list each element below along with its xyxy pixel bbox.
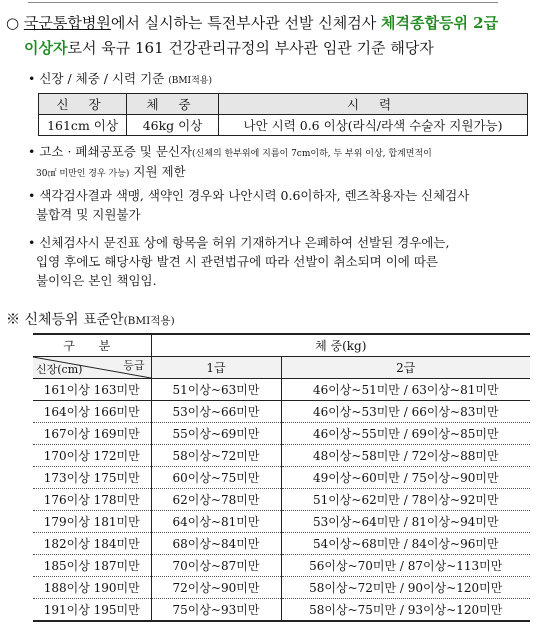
false-report-line-3: 불이익은 본인 책임임. bbox=[36, 273, 157, 288]
section-title-text: ※ 신체등위 표준안 bbox=[6, 312, 124, 328]
grade-2-cell: 54이상~68미만 / 84이상~96미만 bbox=[281, 533, 530, 555]
grade-2-cell: 56이상~70미만 / 87이상~113미만 bbox=[281, 555, 530, 577]
intro-text-2: 로서 육규 161 건강관리규정의 부사관 임관 기준 해당자 bbox=[67, 39, 434, 57]
phobia-text: • 고소 · 폐쇄공포증 및 문신자 bbox=[28, 144, 193, 159]
diagonal-header-cell bbox=[33, 357, 151, 379]
grade-2-cell: 49이상~60미만 / 75이상~90미만 bbox=[281, 467, 530, 489]
tattoo-note-2: 30㎠ 미만인 경우 가능) bbox=[36, 169, 130, 179]
grade-rows bbox=[33, 379, 530, 622]
table-row bbox=[33, 577, 530, 599]
body-grade-table bbox=[33, 333, 530, 622]
grade-2-cell: 58이상~72미만 / 90이상~120미만 bbox=[281, 577, 530, 599]
header-weight-kg: 체 중(kg) bbox=[151, 334, 530, 357]
tattoo-note-1: (신체의 한부위에 지름이 7cm이하, 두 부위 이상, 합계면적이 bbox=[192, 149, 432, 159]
value-height: 161cm 이상 bbox=[39, 115, 127, 136]
grade-1-cell: 55이상~69미만 bbox=[151, 423, 281, 445]
label-height-cm: 신장(cm) bbox=[36, 363, 83, 376]
color-vision-line-1: • 색각검사결과 색맹, 색약인 경우와 나안시력 0.6이하자, 렌즈착용자는 신체검사 bbox=[28, 188, 470, 203]
height-range-cell: 182이상 184미만 bbox=[33, 533, 151, 555]
height-range-cell: 191이상 195미만 bbox=[33, 599, 151, 622]
header-height: 신 장 bbox=[39, 94, 127, 115]
grade-1-cell: 64이상~81미만 bbox=[151, 511, 281, 533]
grade-1-cell: 58이상~72미만 bbox=[151, 445, 281, 467]
label-grade: 등급 bbox=[123, 359, 145, 372]
table-row bbox=[33, 511, 530, 533]
grade-2-cell: 46이상~51미만 / 63이상~81미만 bbox=[281, 379, 530, 401]
grade-1-cell: 51이상~63미만 bbox=[151, 379, 281, 401]
table-row bbox=[33, 401, 530, 423]
height-range-cell: 179이상 181미만 bbox=[33, 511, 151, 533]
value-vision: 나안 시력 0.6 이상(라식/라색 수술자 지원가능) bbox=[219, 115, 528, 136]
height-range-cell: 161이상 163미만 bbox=[33, 379, 151, 401]
header-vision: 시 력 bbox=[219, 94, 528, 115]
table-row bbox=[33, 423, 530, 445]
criteria-value-row bbox=[39, 115, 528, 136]
header-weight: 체 중 bbox=[127, 94, 219, 115]
intro-text-1: 에서 실시하는 특전부사관 선발 신체검사 bbox=[110, 14, 382, 32]
height-range-cell: 170이상 172미만 bbox=[33, 445, 151, 467]
grade-2-cell: 58이상~75미만 / 93이상~120미만 bbox=[281, 599, 530, 622]
grade-2-cell: 46이상~55미만 / 69이상~85미만 bbox=[281, 423, 530, 445]
criteria-table bbox=[38, 93, 528, 136]
color-vision-line-2: 불합격 및 지원불가 bbox=[36, 207, 141, 222]
phobia-tattoo-bullet bbox=[28, 143, 543, 183]
grade-1-cell: 53이상~66미만 bbox=[151, 401, 281, 423]
intro-paragraph bbox=[6, 11, 551, 61]
height-range-cell: 167이상 169미만 bbox=[33, 423, 151, 445]
grade-1-cell: 72이상~90미만 bbox=[151, 577, 281, 599]
top-divider bbox=[28, 2, 498, 3]
table-row bbox=[33, 533, 530, 555]
height-range-cell: 176이상 178미만 bbox=[33, 489, 151, 511]
grade-2-cell: 48이상~58미만 / 72이상~88미만 bbox=[281, 445, 530, 467]
header-grade-1: 1급 bbox=[151, 357, 281, 379]
height-range-cell: 185이상 187미만 bbox=[33, 555, 151, 577]
grade-highlight: 체격종합등위 2급 bbox=[381, 14, 499, 32]
grade-1-cell: 70이상~87미만 bbox=[151, 555, 281, 577]
false-report-line-1: • 신체검사시 문진표 상에 항목을 허위 기재하거나 은폐하여 선발된 경우에는, bbox=[28, 235, 450, 250]
table-row bbox=[33, 599, 530, 622]
value-weight: 46kg 이상 bbox=[127, 115, 219, 136]
false-report-line-2: 입영 후에도 해당사항 발견 시 관련법규에 따라 선발이 취소되며 이에 따른 bbox=[36, 254, 438, 269]
height-range-cell: 173이상 175미만 bbox=[33, 467, 151, 489]
grade-1-cell: 60이상~75미만 bbox=[151, 467, 281, 489]
criteria-label: • 신장 / 체중 / 시력 기준 bbox=[28, 71, 169, 86]
height-range-cell: 188이상 190미만 bbox=[33, 577, 151, 599]
grade-1-cell: 68이상~84미만 bbox=[151, 533, 281, 555]
bmi-note: (BMI적용) bbox=[168, 76, 213, 86]
table-row bbox=[33, 555, 530, 577]
grade-2-cell: 51이상~62미만 / 78이상~92미만 bbox=[281, 489, 530, 511]
grade-2-cell: 46이상~53미만 / 66이상~83미만 bbox=[281, 401, 530, 423]
grade-highlight-2: 이상자 bbox=[24, 39, 68, 57]
height-range-cell: 164이상 166미만 bbox=[33, 401, 151, 423]
restriction-text: 지원 제한 bbox=[129, 164, 186, 179]
table-row bbox=[33, 489, 530, 511]
color-vision-bullet bbox=[28, 186, 543, 224]
hospital-name: 국군통합병원 bbox=[23, 14, 111, 32]
grade-1-cell: 75이상~93미만 bbox=[151, 599, 281, 622]
criteria-header-row bbox=[39, 94, 528, 115]
circle-bullet: ○ bbox=[6, 14, 20, 32]
table-row bbox=[33, 467, 530, 489]
header-gubun: 구 분 bbox=[33, 334, 151, 357]
table-row bbox=[33, 445, 530, 467]
section-bmi-note: (BMI적용) bbox=[123, 315, 175, 327]
section-title bbox=[6, 309, 175, 329]
grade-header-row-2 bbox=[33, 357, 530, 379]
table-row bbox=[33, 379, 530, 401]
grade-header-row-1 bbox=[33, 334, 530, 357]
criteria-heading bbox=[28, 69, 543, 91]
grade-2-cell: 53이상~64미만 / 81이상~94미만 bbox=[281, 511, 530, 533]
false-report-bullet bbox=[28, 233, 543, 290]
grade-1-cell: 62이상~78미만 bbox=[151, 489, 281, 511]
header-grade-2: 2급 bbox=[281, 357, 530, 379]
